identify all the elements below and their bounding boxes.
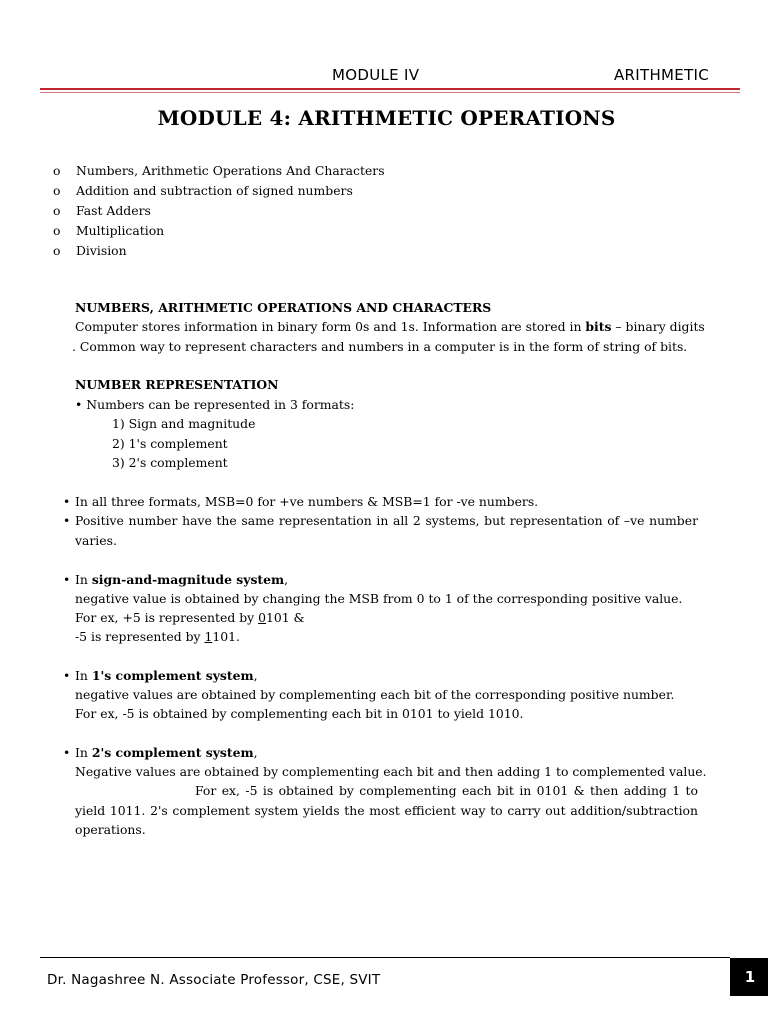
list-marker: o bbox=[53, 183, 61, 198]
list-item bbox=[53, 161, 385, 181]
section-heading-representation: NUMBER REPRESENTATION bbox=[75, 377, 279, 392]
list-marker: o bbox=[53, 223, 61, 238]
text-span: , bbox=[253, 668, 258, 683]
paragraph-line: negative values are obtained by complementing each bit of the corresponding positive number. bbox=[75, 687, 675, 702]
bullet-line bbox=[63, 743, 258, 763]
list-item bbox=[53, 201, 385, 221]
text-span: , bbox=[253, 745, 258, 760]
footer-rule bbox=[40, 957, 730, 958]
list-marker: o bbox=[53, 163, 61, 178]
bold-term: bits bbox=[585, 319, 612, 334]
list-item bbox=[53, 241, 385, 261]
list-marker: o bbox=[53, 203, 61, 218]
text-span: For ex, +5 is represented by bbox=[75, 610, 259, 625]
text-span: – binary digits bbox=[611, 319, 705, 334]
bullet-glyph: • bbox=[63, 513, 71, 528]
topic-list bbox=[53, 161, 385, 261]
bold-term: 2's complement system bbox=[91, 745, 254, 760]
bullet-line bbox=[75, 395, 354, 415]
underlined-bit: 0 bbox=[258, 610, 266, 625]
example-line bbox=[75, 627, 240, 647]
example-line bbox=[75, 608, 305, 628]
list-item-text: Multiplication bbox=[76, 223, 165, 238]
page-title: MODULE 4: ARITHMETIC OPERATIONS bbox=[157, 106, 616, 130]
text-span: 101. bbox=[212, 629, 240, 644]
bullet-glyph: • bbox=[63, 572, 71, 587]
bullet-glyph: • bbox=[63, 494, 71, 509]
text-span: In bbox=[75, 668, 92, 683]
header-module: MODULE IV bbox=[332, 66, 420, 84]
text-span: In all three formats, MSB=0 for +ve numbers & MSB=1 for -ve numbers. bbox=[75, 494, 539, 509]
format-item: 2) 1's complement bbox=[112, 436, 228, 451]
format-item: 1) Sign and magnitude bbox=[112, 416, 256, 431]
section-heading-numbers: NUMBERS, ARITHMETIC OPERATIONS AND CHARACTERS bbox=[75, 300, 492, 315]
paragraph-line: Negative values are obtained by complementing each bit and then adding 1 to complemented value. bbox=[75, 764, 707, 779]
paragraph-line: . Common way to represent characters and numbers in a computer is in the form of string of bits. bbox=[72, 339, 688, 354]
list-item-text: Numbers, Arithmetic Operations And Characters bbox=[76, 163, 385, 178]
paragraph-line: negative value is obtained by changing the MSB from 0 to 1 of the corresponding positive value. bbox=[75, 591, 683, 606]
list-item-text: Addition and subtraction of signed numbers bbox=[76, 183, 353, 198]
header-topic: ARITHMETIC bbox=[614, 66, 710, 84]
bullet-line bbox=[63, 570, 288, 590]
page-number: 1 bbox=[730, 958, 768, 996]
underlined-bit: 1 bbox=[204, 629, 213, 644]
header-rule bbox=[40, 88, 740, 90]
bullet-paragraph: Positive number have the same representation in all 2 systems, but representation of –ve number varies. bbox=[75, 513, 698, 548]
list-item bbox=[53, 181, 385, 201]
text-span: 101 & bbox=[265, 610, 305, 625]
text-span: , bbox=[284, 572, 289, 587]
bullet-glyph: • bbox=[63, 668, 71, 683]
text-span: Numbers can be represented in 3 formats: bbox=[86, 397, 355, 412]
list-item-text: Fast Adders bbox=[76, 203, 151, 218]
text-span: -5 is represented by bbox=[75, 629, 205, 644]
footer-author: Dr. Nagashree N. Associate Professor, CSE, SVIT bbox=[47, 972, 381, 988]
example-line: For ex, -5 is obtained by complementing each bit in 0101 to yield 1010. bbox=[75, 706, 524, 721]
bold-term: sign-and-magnitude system bbox=[91, 572, 285, 587]
text-span: Computer stores information in binary form 0s and 1s. Information are stored in bbox=[75, 319, 586, 334]
bullet-glyph: • bbox=[75, 397, 83, 412]
text-span: In bbox=[75, 572, 92, 587]
paragraph-line bbox=[75, 317, 705, 337]
list-item-text: Division bbox=[76, 243, 127, 258]
bullet-line bbox=[63, 666, 258, 686]
bullet-line bbox=[63, 492, 538, 512]
bold-term: 1's complement system bbox=[91, 668, 254, 683]
example-paragraph: For ex, -5 is obtained by complementing each bit in 0101 & then adding 1 to yield 1011. 2's complement system yields the most efficient way to carry out addition/subtraction operations. bbox=[75, 783, 698, 837]
list-item bbox=[53, 221, 385, 241]
format-item: 3) 2's complement bbox=[112, 455, 228, 470]
header-rule-thin bbox=[40, 92, 740, 93]
list-marker: o bbox=[53, 243, 61, 258]
text-span: In bbox=[75, 745, 92, 760]
bullet-glyph: • bbox=[63, 745, 71, 760]
